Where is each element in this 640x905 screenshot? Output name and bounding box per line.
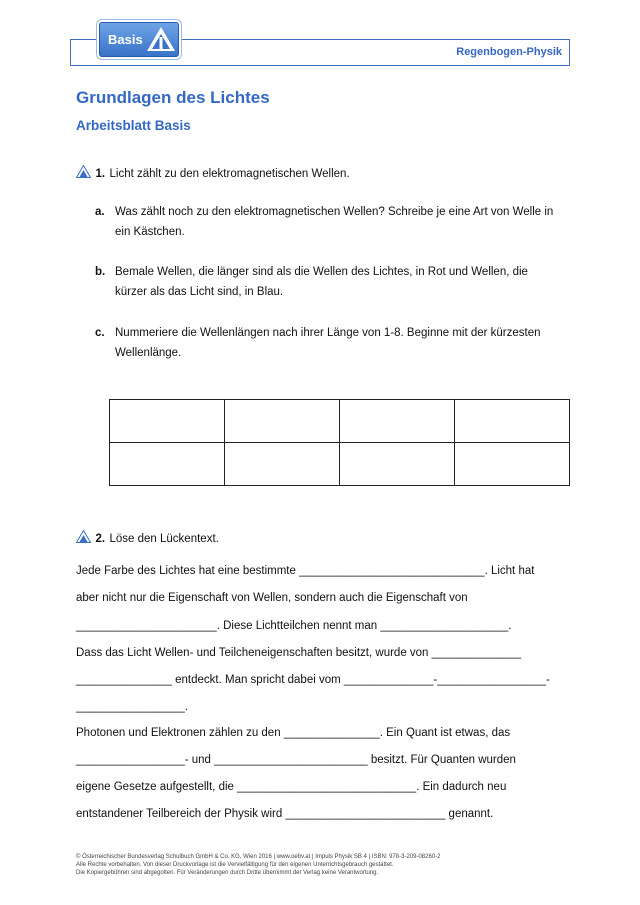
answer-box[interactable] [110, 400, 225, 443]
task1-number: 1. [95, 168, 106, 180]
table-row [110, 443, 570, 486]
task1-text: Licht zählt zu den elektromagnetischen Wellen. [109, 168, 350, 180]
task-difficulty-icon [76, 530, 91, 543]
cloze-line[interactable]: _________________. [76, 701, 188, 713]
item-b-letter: b. [95, 266, 106, 278]
wave-boxes-table [109, 399, 570, 486]
copyright-footer [76, 853, 441, 877]
cloze-line[interactable]: _________________- und ________________________ besitzt. Für Quanten wurden [76, 754, 516, 766]
footer-line: © Österreichischer Bundesverlag Schulbuch GmbH & Co. KG, Wien 2016 | www.oebv.at | Impuls Physik SB 4 | ISBN: 978-3-209-08260-2 [76, 854, 441, 860]
page-title: Grundlagen des Lichtes [76, 88, 270, 107]
book-title: Regenbogen-Physik [456, 46, 562, 58]
cloze-line[interactable]: Dass das Licht Wellen- und Teilcheneigenschaften besitzt, wurde von ______________ [76, 647, 522, 659]
answer-box[interactable] [225, 443, 340, 486]
cloze-line[interactable]: Jede Farbe des Lichtes hat eine bestimmte _____________________________. Licht hat [76, 565, 535, 577]
triangle-logo-icon [146, 25, 176, 53]
answer-box[interactable] [340, 443, 455, 486]
cloze-line[interactable]: _______________ entdeckt. Man spricht dabei vom ______________-_________________- [76, 674, 550, 686]
footer-line: Die Kopiergebühren sind abgegolten. Für Veränderungen durch Dritte übernimmt der Verlag keine Verantwortung. [76, 870, 379, 876]
cloze-line[interactable]: entstandener Teilbereich der Physik wird _________________________ genannt. [76, 808, 494, 820]
footer-line: Alle Rechte vorbehalten. Von dieser Druckvorlage ist die Vervielfältigung für den eigenen Unterrichtsgebrauch gestattet. [76, 862, 394, 868]
task-difficulty-icon [76, 165, 91, 178]
item-b-text: Bemale Wellen, die länger sind als die Wellen des Lichtes, in Rot und Wellen, die kürzer als das Licht sind, in Blau. [115, 266, 528, 298]
answer-box[interactable] [455, 443, 570, 486]
answer-box[interactable] [110, 443, 225, 486]
item-c-text: Nummeriere die Wellenlängen nach ihrer Länge von 1-8. Beginne mit der kürzesten Wellenlänge. [115, 327, 541, 359]
item-a-text: Was zählt noch zu den elektromagnetischen Wellen? Schreibe je eine Art von Welle in ein Kästchen. [115, 206, 554, 238]
answer-box[interactable] [340, 400, 455, 443]
cloze-line[interactable]: eigene Gesetze aufgestellt, die ____________________________. Ein dadurch neu [76, 781, 507, 793]
cloze-line[interactable]: ______________________. Diese Lichtteilchen nennt man ____________________. [76, 620, 512, 632]
page-subtitle: Arbeitsblatt Basis [76, 118, 191, 133]
task2-text: Löse den Lückentext. [109, 533, 219, 545]
logo-text: Basis [108, 32, 143, 47]
item-c-letter: c. [95, 327, 105, 339]
basis-logo [99, 22, 179, 57]
cloze-line[interactable]: aber nicht nur die Eigenschaft von Wellen, sondern auch die Eigenschaft von [76, 592, 468, 604]
cloze-line[interactable]: Photonen und Elektronen zählen zu den _______________. Ein Quant ist etwas, das [76, 727, 511, 739]
answer-box[interactable] [225, 400, 340, 443]
task1-heading [76, 164, 350, 182]
item-a-letter: a. [95, 206, 105, 218]
task2-number: 2. [95, 533, 106, 545]
task2-heading [76, 529, 219, 547]
answer-box[interactable] [455, 400, 570, 443]
table-row [110, 400, 570, 443]
